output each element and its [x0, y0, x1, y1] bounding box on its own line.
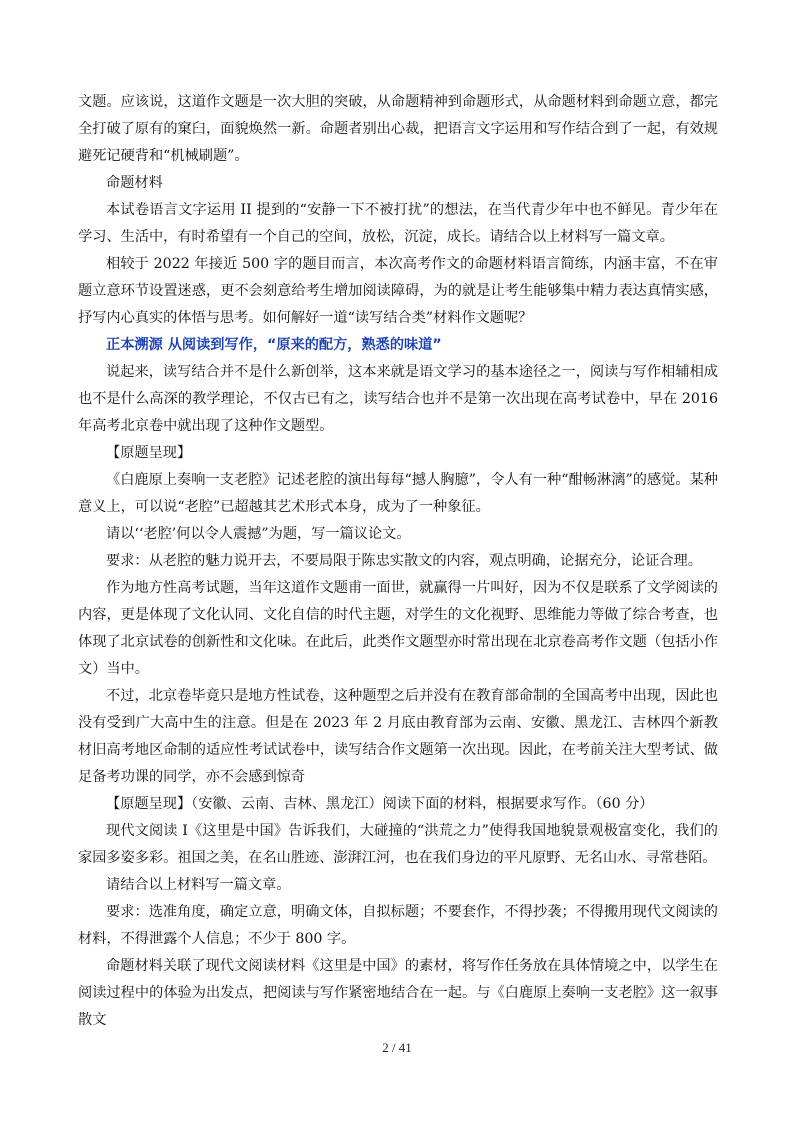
paragraph: 要求：从老腔的魅力说开去，不要局限于陈忠实散文的内容，观点明确，论据充分，论证合理。 — [106, 553, 702, 569]
paragraph: 文题。应该说，这道作文题是一次大胆的突破，从命题精神到命题形式，从命题材料到命题立意，都完全打破了原有的窠臼，面貌焕然一新。命题者别出心裁，把语言文字运用和写作结合到了一起，有效规避死记硬背和“机械刷题”。 — [78, 94, 718, 164]
paragraph: 命题材料 — [106, 175, 163, 191]
paragraph: 说起来，读写结合并不是什么新创举，这本来就是语文学习的基本途径之一，阅读与写作相辅相成也不是什么高深的教学理论，不仅古已有之，读写结合也并不是第一次出现在高考试卷中，早在 2016 年高考北京卷中就出现了这种作文题型。 — [78, 364, 718, 434]
document-body — [78, 89, 718, 1034]
paragraph: 【原题呈现】 — [106, 445, 192, 461]
paragraph: 要求：选准角度，确定立意，明确文体，自拟标题；不要套作，不得抄袭；不得搬用现代文阅读的材料，不得泄露个人信息；不少于 800 字。 — [78, 904, 718, 947]
paragraph: 作为地方性高考试题，当年这道作文题甫一面世，就赢得一片叫好，因为不仅是联系了文学阅读的内容，更是体现了文化认同、文化自信的时代主题，对学生的文化视野、思维能力等做了综合考查，也体现了北京试卷的创新性和文化味。在此后，此类作文题型亦时常出现在北京卷高考作文题（包括小作文）当中。 — [78, 580, 718, 677]
paragraph: 不过，北京卷毕竟只是地方性试卷，这种题型之后并没有在教育部命制的全国高考中出现，因此也没有受到广大高中生的注意。但是在 2023 年 2 月底由教育部为云南、安徽、黑龙江、吉林四个新教材旧高考地区命制的适应性考试试卷中，读写结合作文题第一次出现。因此，在考前关注大型考试、做足备考功课的同学，亦不会感到惊奇 — [78, 688, 718, 785]
page-number: 2 / 41 — [382, 1040, 412, 1055]
paragraph: 请以‘‘老腔’何以令人震撼”为题，写一篇议论文。 — [106, 526, 411, 542]
paragraph: 现代文阅读 I《这里是中国》告诉我们，大碰撞的“洪荒之力”使得我国地貌景观极富变化，我们的家园多姿多彩。祖国之美，在名山胜迹、澎湃江河，也在我们身边的平凡原野、无名山水、寻常巷陌。 — [78, 823, 718, 866]
paragraph: 相较于 2022 年接近 500 字的题目而言，本次高考作文的命题材料语言简练，内涵丰富，不在审题立意环节设置迷惑，更不会刻意给考生增加阅读障碍，为的就是让考生能够集中精力表达真情实感，抒写内心真实的体悟与思考。如何解好一道“读写结合类”材料作文题呢？ — [78, 256, 718, 326]
paragraph: 【原题呈现】（安徽、云南、吉林、黑龙江）阅读下面的材料，根据要求写作。（60 分） — [106, 796, 654, 812]
paragraph: 《白鹿原上奏响一支老腔》记述老腔的演出每每“撼人胸臆”，令人有一种“酣畅淋漓”的感觉。某种意义上，可以说“老腔”已超越其艺术形式本身，成为了一种象征。 — [78, 472, 718, 515]
paragraph: 命题材料关联了现代文阅读材料《这里是中国》的素材，将写作任务放在具体情境之中，以学生在阅读过程中的体验为出发点，把阅读与写作紧密地结合在一起。与《白鹿原上奏响一支老腔》这一叙事散文 — [78, 958, 718, 1028]
section-heading: 正本溯源 从阅读到写作，“原来的配方，熟悉的味道” — [106, 337, 442, 353]
paragraph: 请结合以上材料写一篇文章。 — [106, 877, 291, 893]
paragraph: 本试卷语言文字运用 II 提到的“安静一下不被打扰”的想法，在当代青少年中也不鲜见。青少年在学习、生活中，有时希望有一个自己的空间，放松，沉淀，成长。请结合以上材料写一篇文章。 — [78, 202, 718, 245]
